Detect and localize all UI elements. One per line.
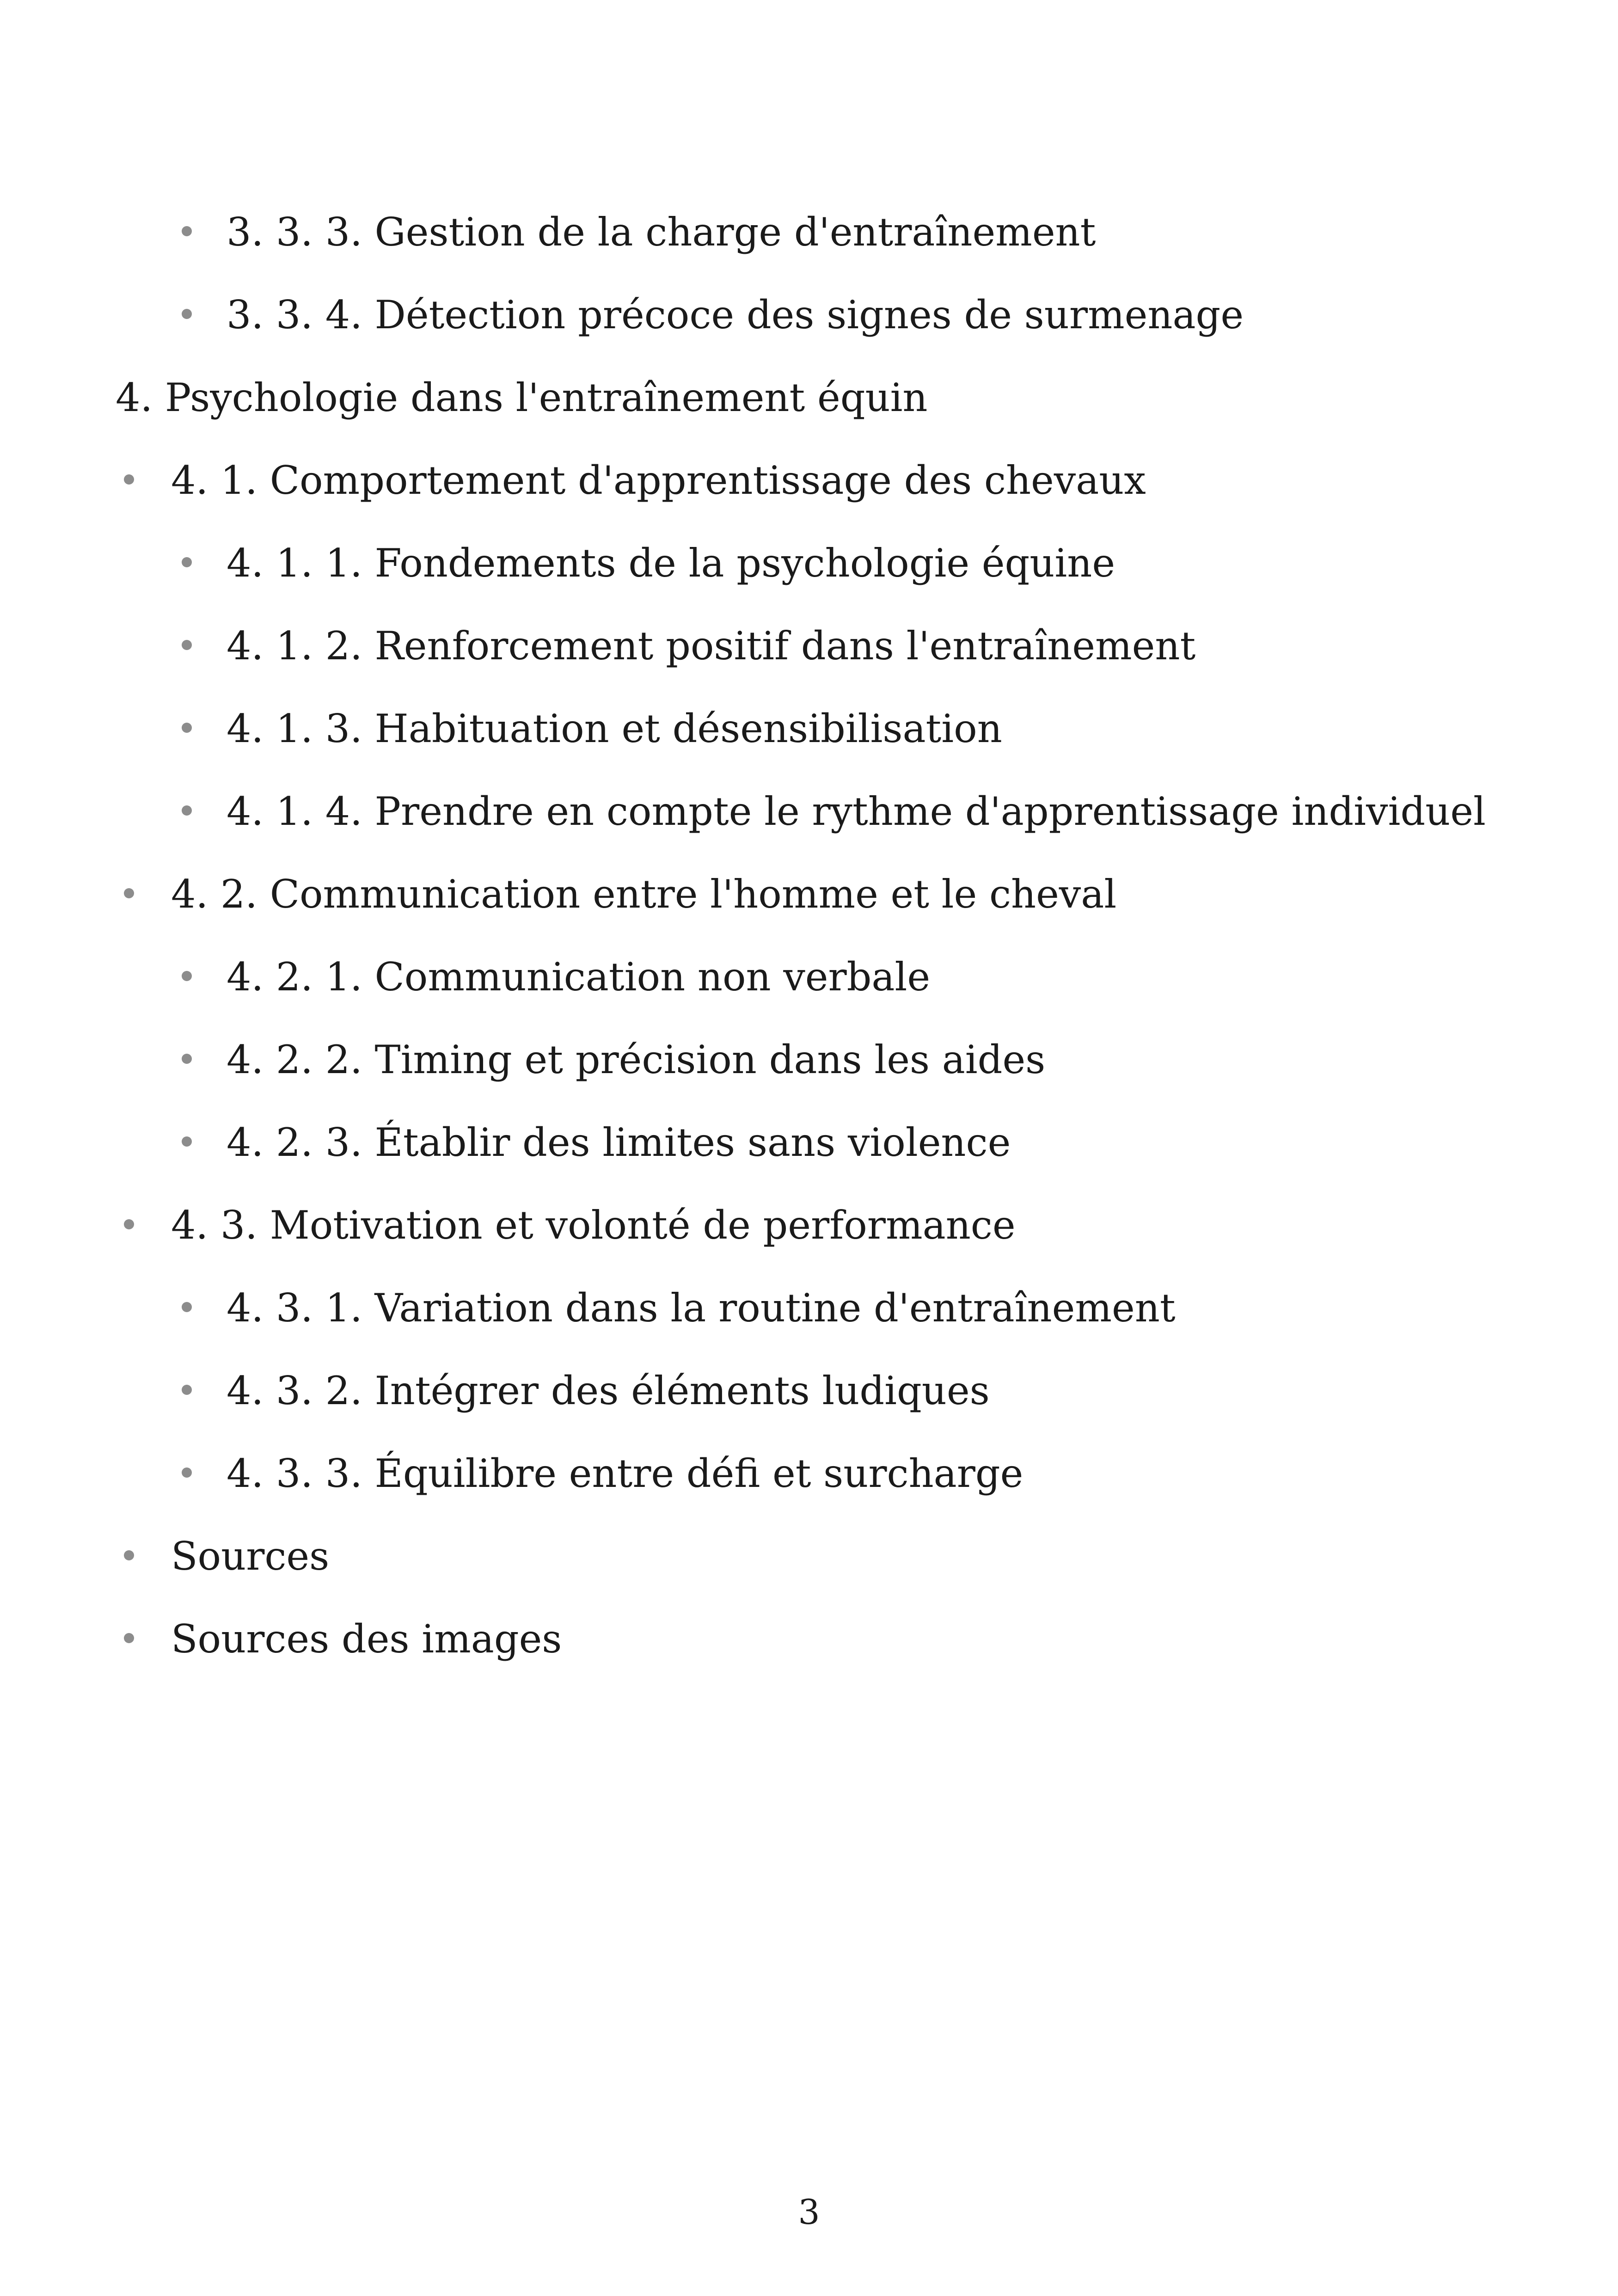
bullet-icon — [124, 1633, 134, 1643]
bullet-icon — [182, 723, 192, 733]
toc-entry-text: 4. 3. 2. Intégrer des éléments ludiques — [227, 1368, 990, 1413]
toc-entry-text: 4. 2. 1. Communication non verbale — [227, 954, 931, 1000]
toc-entry-text: 3. 3. 4. Détection précoce des signes de surmenage — [227, 292, 1244, 338]
toc-entry-text: 4. 2. Communication entre l'homme et le cheval — [171, 872, 1117, 917]
toc-entry-text: 4. 1. 4. Prendre en compte le rythme d'apprentissage individuel — [227, 789, 1486, 834]
toc-entry-text: 4. 1. 1. Fondements de la psychologie équine — [227, 540, 1115, 586]
bullet-icon — [182, 640, 192, 650]
toc-entry-text: 4. Psychologie dans l'entraînement équin — [116, 375, 928, 420]
toc-entry-text: 4. 1. Comportement d'apprentissage des chevaux — [171, 458, 1146, 503]
bullet-icon — [124, 474, 134, 485]
bullet-icon — [182, 1054, 192, 1064]
toc-entry-text: 4. 3. 1. Variation dans la routine d'entraînement — [227, 1285, 1176, 1331]
toc-entry-text: Sources des images — [171, 1616, 562, 1662]
bullet-icon — [124, 1550, 134, 1560]
toc-entry-text: 4. 1. 2. Renforcement positif dans l'entraînement — [227, 623, 1196, 669]
bullet-icon — [182, 309, 192, 319]
toc-entry-text: 4. 2. 2. Timing et précision dans les aides — [227, 1037, 1046, 1082]
bullet-icon — [182, 1302, 192, 1312]
toc-entry-text: 4. 3. 3. Équilibre entre défi et surcharge — [227, 1451, 1024, 1496]
bullet-icon — [182, 1467, 192, 1478]
toc-entry-text: 4. 2. 3. Établir des limites sans violence — [227, 1120, 1011, 1165]
bullet-icon — [182, 557, 192, 567]
bullet-icon — [182, 1136, 192, 1147]
toc-entry-text: Sources — [171, 1534, 330, 1579]
page-number: 3 — [798, 2192, 820, 2232]
bullet-icon — [182, 971, 192, 981]
toc-entry-text: 4. 1. 3. Habituation et désensibilisation — [227, 706, 1002, 751]
bullet-icon — [182, 805, 192, 816]
toc-entry-text: 4. 3. Motivation et volonté de performance — [171, 1203, 1016, 1248]
bullet-icon — [124, 888, 134, 898]
bullet-icon — [182, 226, 192, 236]
bullet-icon — [124, 1219, 134, 1229]
toc-entry-text: 3. 3. 3. Gestion de la charge d'entraînement — [227, 209, 1096, 255]
bullet-icon — [182, 1385, 192, 1395]
